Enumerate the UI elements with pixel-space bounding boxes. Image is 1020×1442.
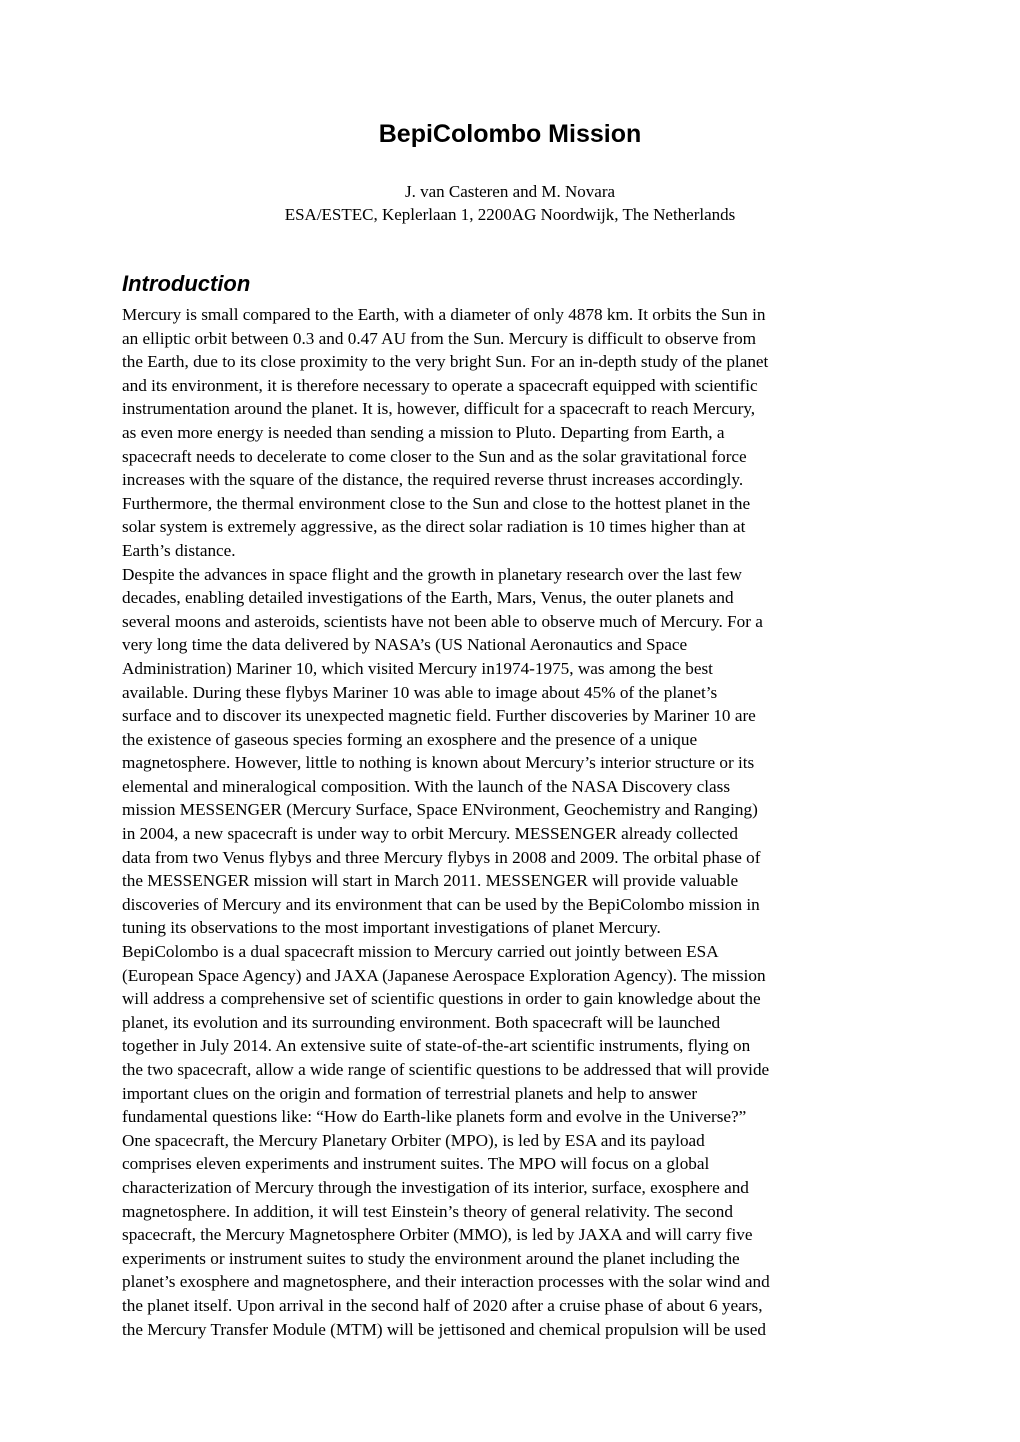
body-line: the Mercury Transfer Module (MTM) will be jettisoned and chemical propulsion will be used xyxy=(122,1319,766,1339)
body-line: Despite the advances in space flight and the growth in planetary research over the last few xyxy=(122,564,742,584)
body-line: spacecraft, the Mercury Magnetosphere Orbiter (MMO), is led by JAXA and will carry five xyxy=(122,1225,753,1245)
body-line: comprises eleven experiments and instrument suites. The MPO will focus on a global xyxy=(122,1154,710,1174)
author-block xyxy=(0,181,1020,226)
section-heading: Introduction xyxy=(122,271,251,296)
body-line: planet’s exosphere and magnetosphere, and their interaction processes with the solar wind and xyxy=(122,1272,770,1292)
author-affiliation: ESA/ESTEC, Keplerlaan 1, 2200AG Noordwijk, The Netherlands xyxy=(284,204,736,224)
body-line: decades, enabling detailed investigations of the Earth, Mars, Venus, the outer planets and xyxy=(122,588,734,608)
body-line: fundamental questions like: “How do Earth-like planets form and evolve in the Universe?” xyxy=(122,1107,747,1127)
body-line: the existence of gaseous species forming an exosphere and the presence of a unique xyxy=(122,729,698,749)
body-line: discoveries of Mercury and its environment that can be used by the BepiColombo mission in xyxy=(122,894,760,914)
body-line: instrumentation around the planet. It is, however, difficult for a spacecraft to reach Mercury, xyxy=(122,399,756,419)
body-line: the two spacecraft, allow a wide range of scientific questions to be addressed that will provide xyxy=(122,1060,770,1079)
body-line: magnetosphere. However, little to nothing is known about Mercury’s interior structure or its xyxy=(122,753,755,773)
body-line: important clues on the origin and formation of terrestrial planets and help to answer xyxy=(122,1083,698,1103)
body-line: increases with the square of the distance, the required reverse thrust increases accordingly. xyxy=(122,470,744,490)
body-line: experiments or instrument suites to study the environment around the planet including the xyxy=(122,1248,740,1268)
body-line: planet, its evolution and its surrounding environment. Both spacecraft will be launched xyxy=(122,1012,721,1032)
body-line: data from two Venus flybys and three Mercury flybys in 2008 and 2009. The orbital phase of xyxy=(122,847,761,867)
body-line: as even more energy is needed than sending a mission to Pluto. Departing from Earth, a xyxy=(122,422,725,442)
body-line: Administration) Mariner 10, which visited Mercury in1974-1975, was among the best xyxy=(122,658,713,678)
body-line: One spacecraft, the Mercury Planetary Orbiter (MPO), is led by ESA and its payload xyxy=(122,1130,705,1150)
body-line: Earth’s distance. xyxy=(122,540,236,560)
body-line: in 2004, a new spacecraft is under way to orbit Mercury. MESSENGER already collected xyxy=(122,824,739,844)
body-line: will address a comprehensive set of scientific questions in order to gain knowledge about the xyxy=(122,989,761,1009)
body-line: several moons and asteroids, scientists have not been able to observe much of Mercury. For a xyxy=(122,611,763,631)
body-line: the MESSENGER mission will start in March 2011. MESSENGER will provide valuable xyxy=(122,871,739,891)
body-line: and its environment, it is therefore necessary to operate a spacecraft equipped with scientific xyxy=(122,375,758,395)
body-line: Mercury is small compared to the Earth, with a diameter of only 4878 km. It orbits the Sun in xyxy=(122,305,766,324)
body-line: spacecraft needs to decelerate to come closer to the Sun and as the solar gravitational force xyxy=(122,446,747,466)
body-text xyxy=(122,303,912,1341)
body-line: characterization of Mercury through the investigation of its interior, surface, exosphere and xyxy=(122,1177,749,1197)
body-line: very long time the data delivered by NASA’s (US National Aeronautics and Space xyxy=(122,635,688,655)
body-line: tuning its observations to the most important investigations of planet Mercury. xyxy=(122,918,661,938)
body-line: available. During these flybys Mariner 10 was able to image about 45% of the planet’s xyxy=(122,682,718,702)
body-line: magnetosphere. In addition, it will test Einstein’s theory of general relativity. The second xyxy=(122,1201,733,1221)
body-line: elemental and mineralogical composition. With the launch of the NASA Discovery class xyxy=(122,776,731,796)
body-line: the Earth, due to its close proximity to the very bright Sun. For an in-depth study of the planet xyxy=(122,352,769,372)
body-line: Furthermore, the thermal environment close to the Sun and close to the hottest planet in the xyxy=(122,493,751,513)
body-line: an elliptic orbit between 0.3 and 0.47 AU from the Sun. Mercury is difficult to observe from xyxy=(122,328,757,348)
body-line: surface and to discover its unexpected magnetic field. Further discoveries by Mariner 10 are xyxy=(122,706,756,726)
body-line: mission MESSENGER (Mercury Surface, Space ENvironment, Geochemistry and Ranging) xyxy=(122,800,758,820)
body-line: the planet itself. Upon arrival in the second half of 2020 after a cruise phase of about 6 years, xyxy=(122,1295,763,1315)
author-names: J. van Casteren and M. Novara xyxy=(404,182,616,201)
body-line: together in July 2014. An extensive suite of state-of-the-art scientific instruments, flying on xyxy=(122,1036,751,1056)
body-line: (European Space Agency) and JAXA (Japanese Aerospace Exploration Agency). The mission xyxy=(122,965,766,985)
body-line: BepiColombo is a dual spacecraft mission to Mercury carried out jointly between ESA xyxy=(122,942,719,962)
body-line: solar system is extremely aggressive, as the direct solar radiation is 10 times higher than at xyxy=(122,517,746,537)
document-title: BepiColombo Mission xyxy=(378,120,642,148)
